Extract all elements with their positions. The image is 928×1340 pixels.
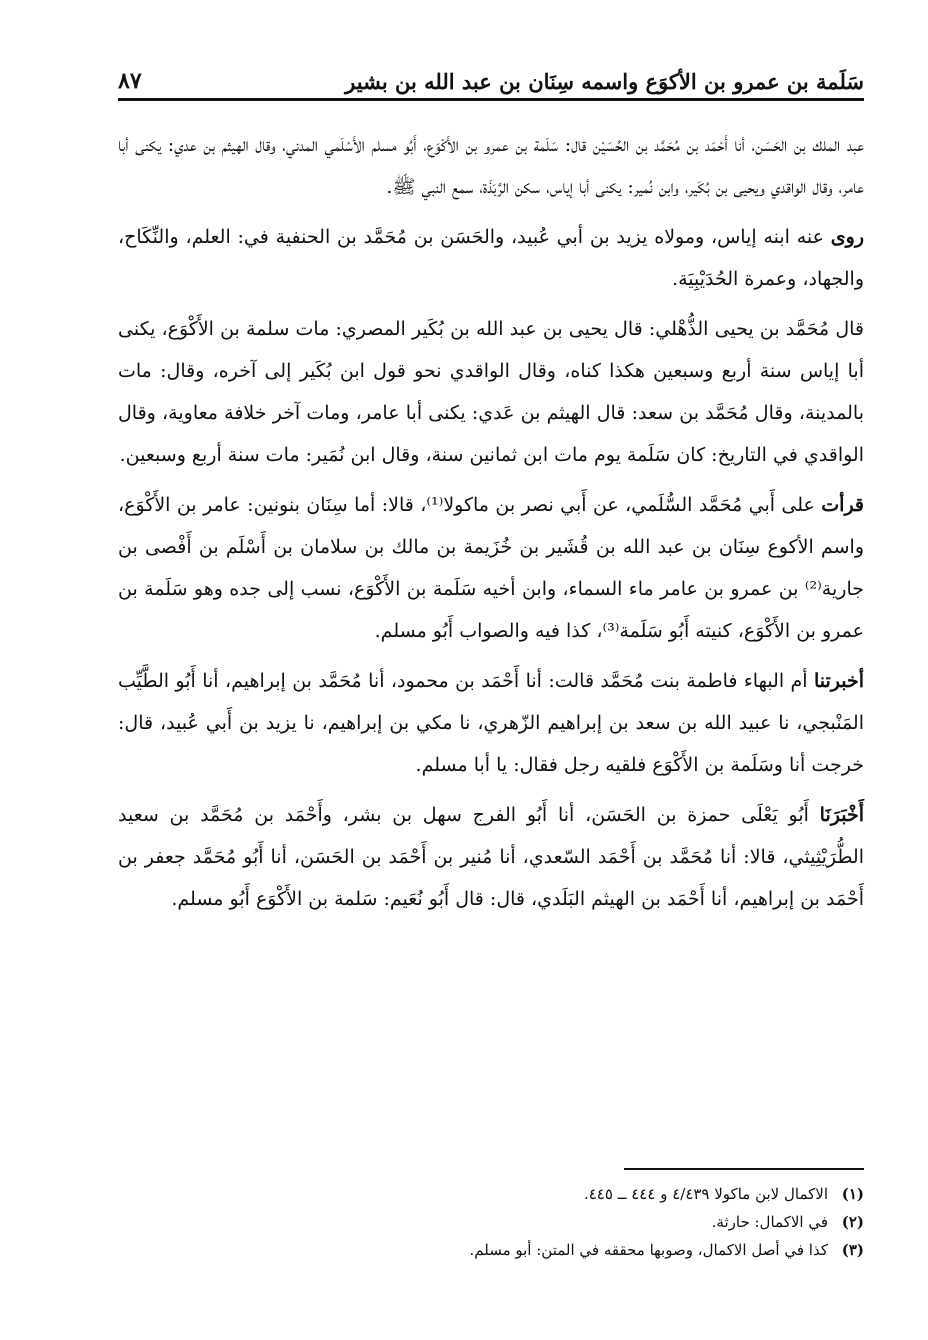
footnotes (118, 1180, 864, 1264)
paragraph-lead: أخبرتنا (813, 670, 864, 692)
paragraph-text: عنه ابنه إياس، ومولاه يزيد بن أبي عُبيد، والحَسَن بن مُحَمَّد بن الحنفية في: العلم، والنِّكَاح، والجهاد، وعمرة الحُدَيْبِيَة. (118, 226, 864, 290)
footnote-number: (٢) (841, 1213, 864, 1231)
paragraph-text: قال مُحَمَّد بن يحيى الذُّهْلي: قال يحيى بن عبد الله بن بُكَير المصري: مات سلمة بن الأَكْوَع، يكنى أبا إياس سنة أربع وسبعين هكذا كناه، وقال الواقدي نحو قول ابن بُكَير إلى آخره، وقال: مات بالمدينة، وقال مُحَمَّد بن سعد: قال الهيثم بن عَدي: يكنى أبا عامر، ومات آخر خلافة معاوية، وقال الواقدي في التاريخ: كان سَلَمة يوم مات ابن ثمانين سنة، وقال ابن نُمَير: مات سنة أربع وسبعين. (118, 318, 864, 466)
footnote-number: (٣) (841, 1241, 864, 1259)
footnote-text: الاكمال لابن ماكولا ٤/٤٣٩ و ٤٤٤ ــ ٤٤٥. (583, 1185, 828, 1203)
paragraph-text: أم البهاء فاطمة بنت مُحَمَّد قالت: أنا أَحْمَد بن محمود، أنا مُحَمَّد بن إبراهيم، أنا أَبُو الطَّيِّب المَنْبجي، نا عبيد الله بن سعد بن إبراهيم الزّهري، نا مكي بن إبراهيم، نا يزيد بن أَبي عُبيد، قال: خرجت أنا وسَلَمة بن الأَكْوَع فلقيه رجل فقال: يا أبا مسلم. (118, 670, 864, 776)
paragraph (118, 794, 864, 920)
paragraph (118, 484, 864, 652)
paragraph-text: عبد الملك بن الحَسَن، أنا أَحْمَد بن مُحَمَّد بن الحُسَيْن قال: سَلَمة بن عمرو بن الأَكْوَع، أَبُو مسلم الأَسْلَمي المدني، وقال الهيثم بن عدي: يكنى أبا عامر، وقال الواقدي ويحيى بن بُكَير، وابن نُمير: يكنى أبا إياس، سكن الرَّبَذَة، سمع النبي ﷺ. (118, 134, 864, 198)
running-header (118, 58, 864, 101)
footnote-number: (١) (841, 1185, 864, 1203)
paragraph (118, 216, 864, 300)
header-title: سَلَمة بن عمرو بن الأكوَع واسمه سِنَان بن عبد الله بن بشير (345, 69, 864, 94)
paragraph-lead: روى (830, 226, 864, 248)
main-text (118, 124, 864, 928)
footnote-text: كذا في أصل الاكمال، وصوبها محققه في المتن: أبو مسلم. (469, 1241, 828, 1259)
paragraph (118, 660, 864, 786)
paragraph-text: على أَبي مُحَمَّد السُّلَمي، عن أَبي نصر بن ماكولا⁽¹⁾، قالا: أما سِنَان بنونين: عامر بن الأَكْوَع، واسم الأكوع سِنَان بن عبد الله بن قُشَير بن خُزَيمة بن مالك بن سلامان بن أَسْلَم بن أَفْصى بن جارية⁽²⁾ بن عمرو بن عامر ماء السماء، وابن أخيه سَلَمة بن الأَكْوَع، نسب إلى جده وهو سَلَمة بن عمرو بن الأَكْوَع، كنيته أَبُو سَلَمة⁽³⁾، كذا فيه والصواب أَبُو مسلم. (118, 494, 864, 642)
footnote-text: في الاكمال: حارثة. (711, 1213, 828, 1231)
footnote (118, 1208, 864, 1236)
page-number: ٨٧ (118, 68, 142, 94)
paragraph-lead: أَخْبَرَنَا (819, 804, 864, 826)
footnote-divider (624, 1168, 864, 1170)
paragraph (118, 124, 864, 208)
paragraph-lead: قرأت (821, 494, 865, 516)
paragraph-text: أَبُو يَعْلَى حمزة بن الحَسَن، أنا أَبُو الفرج سهل بن بشر، وأَحْمَد بن مُحَمَّد بن سعيد الطُّرَيْثِيثي، قالا: أنا مُحَمَّد بن أَحْمَد السّعدي، أنا مُنير بن أَحْمَد بن الحَسَن، أنا أَبُو مُحَمَّد جعفر بن أَحْمَد بن إبراهيم، أنا أَحْمَد بن الهيثم البَلَدي، قال: قال أَبُو نُعَيم: سَلمة بن الأَكْوَع أَبُو مسلم. (118, 804, 864, 910)
footnote (118, 1236, 864, 1264)
footnote (118, 1180, 864, 1208)
paragraph (118, 308, 864, 476)
